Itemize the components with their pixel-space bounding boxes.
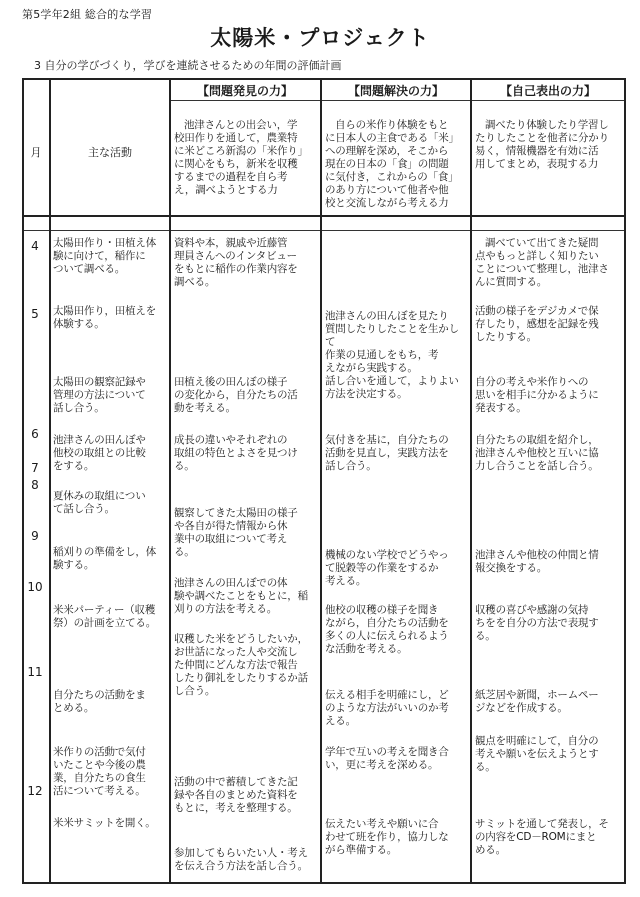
- problem-solving-item: 機械のない学校でどうやっ て脱穀等の作業をするか 考える。: [325, 549, 449, 587]
- problem-discovery-item: 収穫した米をどうしたいか， お世話になった人や交流し た仲間にどんな方法で報告 したり御礼をしたりするか話 し合う。: [174, 633, 308, 697]
- problem-solving-header: 【問題解決の力】: [347, 84, 444, 98]
- month-label: 12: [27, 784, 43, 798]
- activity-item: 太陽田の観察記録や 管理の方法について 話し合う。: [53, 376, 146, 414]
- activity-item: 自分たちの活動をま とめる。: [53, 689, 146, 714]
- self-expression-item: 池津さんや他校の仲間と情 報交換をする。: [475, 549, 599, 574]
- page-title: 太陽米・プロジェクト: [210, 26, 430, 50]
- activity-column-header: 主な活動: [88, 146, 132, 159]
- self-expression-item: 紙芝居や新聞，ホームペー ジなどを作成する。: [475, 689, 599, 714]
- activity-item: 米米サミットを開く。: [53, 817, 156, 829]
- activity-item: 稲刈りの準備をし，体 験する。: [53, 546, 156, 571]
- activity-item: 太陽田作り・田植え体 験に向けて，稲作に ついて調べる。: [53, 237, 156, 275]
- month-label: 7: [31, 461, 39, 475]
- problem-discovery-item: 資料や本，親戚や近藤管 理員さんへのインタビュー をもとに稲作の作業内容を 調べる。: [174, 237, 298, 288]
- problem-discovery-item: 活動の中で蓄積してきた記 録や各自のまとめた資料を もとに，考えを整理する。: [174, 776, 298, 814]
- self-expression-item: 観点を明確にして，自分の 考えや願いを伝えようとす る。: [475, 735, 599, 773]
- problem-discovery-description: 池津さんとの出会い，学 校田作りを通して，農業特 に米どころ新潟の「米作り」 に関心をもち，新米を収穫 するまでの過程を自ら考 え，調べようとする力: [174, 119, 308, 196]
- activity-item: 池津さんの田んぼや 他校の取組との比較 をする。: [53, 434, 146, 472]
- self-expression-header: 【自己表出の力】: [499, 84, 596, 98]
- class-label: 第5学年2組 総合的な学習: [22, 8, 153, 21]
- problem-solving-item: 学年で互いの考えを聞き合 い，更に考えを深める。: [325, 746, 449, 771]
- problem-solving-description: 自らの米作り体験をもと に日本人の主食である「米」 への理解を深め，そこから 現在の日本の「食」の問題 に気付き，これからの「食」 のあり方について他者や他 校と交流しながら考える力: [325, 119, 459, 209]
- month-column-header: 月: [30, 146, 42, 159]
- problem-discovery-item: 池津さんの田んぼでの体 験や調べたことをもとに，稲 刈りの方法を考える。: [174, 577, 308, 615]
- month-label: 5: [31, 307, 39, 321]
- page-subtitle: 3 自分の学びづくり，学びを連続させるための年間の評価計画: [34, 59, 342, 72]
- self-expression-item: 自分の考えや米作りへの 思いを相手に分かるように 発表する。: [475, 376, 599, 414]
- activity-item: 太陽田作り，田植えを 体験する。: [53, 305, 156, 330]
- problem-solving-item: 池津さんの田んぼを見たり 質問したりしたことを生かして 作業の見通しをもち，考 えながら実践する。 話し合いを通して，よりよい 方法を決定する。: [325, 310, 459, 400]
- problem-solving-item: 伝えたい考えや願いに合 わせて班を作り，協力しな がら準備する。: [325, 818, 449, 856]
- month-label: 8: [31, 478, 39, 492]
- problem-discovery-item: 成長の違いやそれぞれの 取組の特色とよさを見つけ る。: [174, 434, 298, 472]
- self-expression-item: 収穫の喜びや感謝の気持 ちをを自分の方法で表現す る。: [475, 604, 599, 642]
- month-label: 6: [31, 427, 39, 441]
- activity-item: 夏休みの取組につい て話し合う。: [53, 490, 146, 515]
- problem-solving-item: 気付きを基に，自分たちの 活動を見直し，実践方法を 話し合う。: [325, 434, 449, 472]
- self-expression-description: 調べたり体験したり学習し たりしたことを他者に分かり 易く，情報機器を有効に活 用してまとめ，表現する力: [475, 119, 609, 170]
- self-expression-item: サミットを通して発表し，そ の内容をCD－ROMにまと める。: [475, 818, 609, 856]
- self-expression-item: 活動の様子をデジカメで保 存したり，感想を記録を残 したりする。: [475, 305, 599, 343]
- problem-discovery-item: 田植え後の田んぼの様子 の変化から，自分たちの活 動を考える。: [174, 376, 298, 414]
- problem-solving-item: 他校の収穫の様子を聞き ながら，自分たちの活動を 多くの人に伝えられるよう な活動を考える。: [325, 604, 449, 655]
- self-expression-item: 調べていて出てきた疑問 点やもっと詳しく知りたい ことについて整理し，池津さ んに質問する。: [475, 237, 609, 288]
- month-label: 11: [27, 665, 43, 679]
- month-label: 4: [31, 239, 39, 253]
- month-label: 10: [27, 580, 43, 594]
- month-label: 9: [31, 529, 39, 543]
- problem-discovery-header: 【問題発見の力】: [196, 84, 293, 98]
- activity-item: 米作りの活動で気付 いたことや今後の農 業，自分たちの食生 活について考える。: [53, 746, 146, 797]
- self-expression-item: 自分たちの取組を紹介し， 池津さんや他校と互いに協 力し合うことを話し合う。: [475, 434, 599, 472]
- problem-discovery-item: 観察してきた太陽田の様子 や各自が得た情報から休 業中の取組について考え る。: [174, 507, 298, 558]
- problem-solving-item: 伝える相手を明確にし，ど のような方法がいいのか考 える。: [325, 689, 449, 727]
- activity-item: 米米パーティー（収穫 祭）の計画を立てる。: [53, 604, 156, 629]
- problem-discovery-item: 参加してもらいたい人・考え を伝え合う方法を話し合う。: [174, 847, 308, 872]
